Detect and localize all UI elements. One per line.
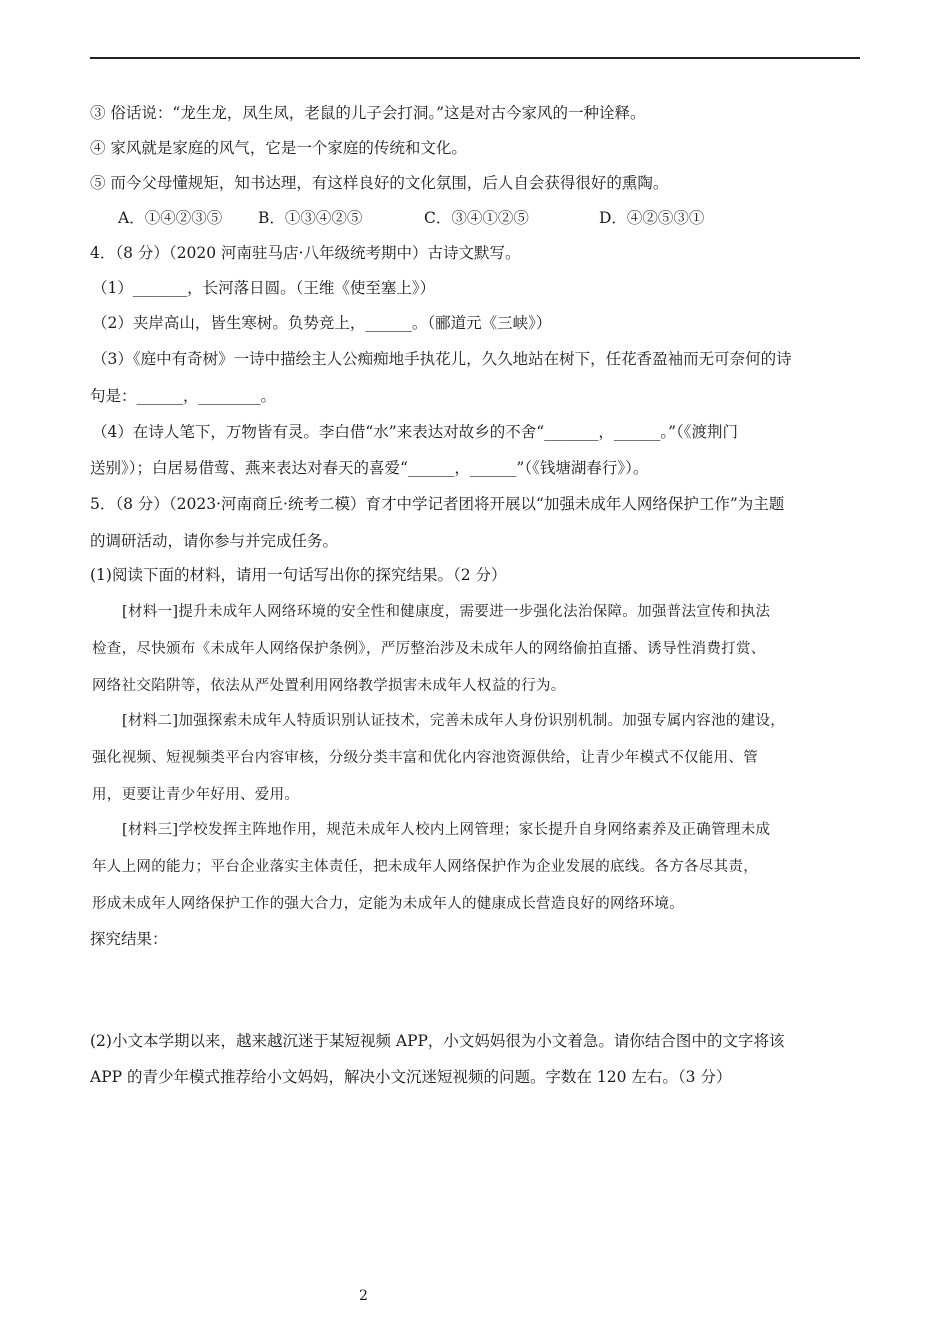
option-b: B．①③④②⑤ (258, 209, 363, 227)
question-4-heading: 4．（8 分）（2020 河南驻马店·八年级统考期中）古诗文默写。 (90, 244, 521, 262)
question-5-heading-line2: 的调研活动，请你参与并完成任务。 (90, 532, 339, 550)
material-3-line1: [材料三]学校发挥主阵地作用，规范未成年人校内上网管理；家长提升自身网络素养及正确管理未成 (122, 822, 771, 838)
question-4-4-line2: 送别》）；白居易借莺、燕来表达对春天的喜爱“______，______”（《钱塘湖春行》）。 (90, 459, 649, 477)
question-5-2-line2: APP 的青少年模式推荐给小文妈妈，解决小文沉迷短视频的问题。字数在 120 左右。（3 分） (90, 1068, 732, 1086)
sentence-5: ⑤ 而今父母懂规矩，知书达理，有这样良好的文化氛围，后人自会获得很好的熏陶。 (90, 174, 669, 192)
material-1-line2: 检查，尽快颁布《未成年人网络保护条例》，严厉整治涉及未成年人的网络偷拍直播、诱导性消费打赏、 (92, 641, 766, 657)
sentence-3: ③ 俗话说：“龙生龙，凤生凤，老鼠的儿子会打洞。”这是对古今家风的一种诠释。 (90, 104, 646, 122)
question-4-1: （1）_______，长河落日圆。（王维《使至塞上》） (92, 279, 436, 297)
q3-options (118, 208, 898, 228)
material-1-line3: 网络社交陷阱等，依法从严处置利用网络教学损害未成年人权益的行为。 (92, 678, 566, 694)
material-3-line3: 形成未成年人网络保护工作的强大合力，定能为未成年人的健康成长营造良好的网络环境。 (92, 896, 684, 912)
option-c: C．③④①②⑤ (424, 209, 529, 227)
option-d: D．④②⑤③① (599, 209, 705, 227)
question-5-2-line1: (2)小文本学期以来，越来越沉迷于某短视频 APP，小文妈妈很为小文着急。请你结合图中的文字将该 (90, 1032, 785, 1050)
option-a: A．①④②③⑤ (118, 209, 223, 227)
header-rule (90, 57, 860, 59)
sentence-4: ④ 家风就是家庭的风气，它是一个家庭的传统和文化。 (90, 139, 467, 157)
question-4-3-line2: 句是：______，________。 (90, 387, 277, 405)
question-5-1: (1)阅读下面的材料，请用一句话写出你的探究结果。（2 分） (90, 566, 507, 584)
question-4-2: （2）夹岸高山，皆生寒树。负势竞上，______。（郦道元《三峡》） (92, 314, 552, 332)
question-4-4-line1: （4）在诗人笔下，万物皆有灵。李白借“水”来表达对故乡的不舍“_______，______。”（《渡荆门 (92, 423, 739, 441)
result-label: 探究结果： (90, 930, 168, 948)
material-3-line2: 年人上网的能力；平台企业落实主体责任，把未成年人网络保护作为企业发展的底线。各方各尽其责， (92, 859, 758, 875)
material-2-line2: 强化视频、短视频类平台内容审核，分级分类丰富和优化内容池资源供给，让青少年模式不仅能用、管 (92, 750, 758, 766)
material-1-line1: [材料一]提升未成年人网络环境的安全性和健康度，需要进一步强化法治保障。加强普法宣传和执法 (122, 604, 771, 620)
material-2-line1: [材料二]加强探索未成年人特质识别认证技术，完善未成年人身份识别机制。加强专属内容池的建设， (122, 713, 786, 729)
page-number: 2 (359, 1288, 368, 1304)
material-2-line3: 用，更要让青少年好用、爱用。 (92, 787, 300, 803)
question-5-heading-line1: 5．（8 分）（2023·河南商丘·统考二模）育才中学记者团将开展以“加强未成年人网络保护工作”为主题 (90, 495, 785, 513)
question-4-3-line1: （3）《庭中有奇树》一诗中描绘主人公痴痴地手执花儿，久久地站在树下，任花香盈袖而无可奈何的诗 (92, 350, 792, 368)
